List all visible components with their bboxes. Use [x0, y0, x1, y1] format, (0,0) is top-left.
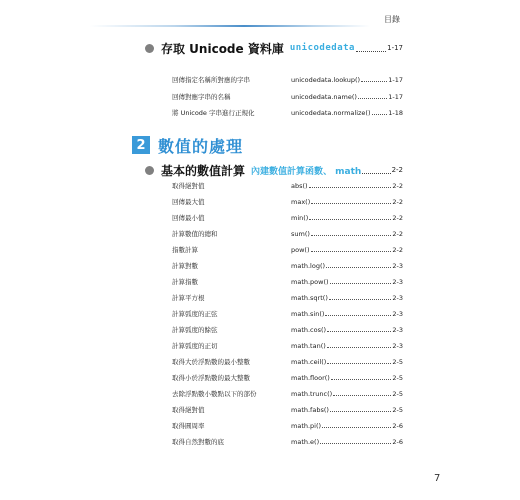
section-page: 2-2 [391, 166, 403, 174]
toc-entry[interactable] [172, 92, 403, 102]
entry-description: 回傳指定名稱所對應的字串 [172, 76, 250, 84]
entry-function: math.e() [291, 438, 320, 446]
toc-entry[interactable] [172, 373, 403, 383]
leader-dots [330, 283, 392, 284]
leader-dots [358, 98, 387, 99]
entry-function: pow() [291, 246, 310, 254]
entry-page: 2-5 [392, 374, 403, 382]
toc-entry[interactable] [172, 357, 403, 367]
running-header: 目錄 [384, 15, 400, 24]
entry-description: 取得絕對值 [172, 406, 205, 414]
chapter-heading[interactable] [132, 136, 243, 154]
entry-description: 取得大於浮點數的最小整數 [172, 358, 250, 366]
toc-entry[interactable] [172, 293, 403, 303]
leader-dots [311, 235, 391, 236]
toc-entry[interactable] [172, 405, 403, 415]
leader-dots [372, 114, 388, 115]
leader-dots [327, 347, 392, 348]
entry-function: math.sin() [291, 310, 325, 318]
entry-page: 2-2 [392, 246, 403, 254]
toc-entry[interactable] [172, 75, 403, 85]
entry-page: 1-18 [388, 109, 403, 117]
toc-entry[interactable] [172, 108, 403, 118]
section-heading-unicodedata[interactable] [145, 40, 403, 56]
section-subtitle: unicodedata [289, 43, 355, 53]
entry-function: min() [291, 214, 309, 222]
leader-dots [326, 267, 391, 268]
entry-function: math.fabs() [291, 406, 329, 414]
entry-function: max() [291, 198, 311, 206]
page-number: 7 [434, 473, 441, 484]
toc-entry[interactable] [172, 421, 403, 431]
toc-entry[interactable] [172, 309, 403, 319]
entry-description: 回傳對應字串的名稱 [172, 93, 231, 101]
toc-entry[interactable] [172, 261, 403, 271]
section-page: 1-17 [387, 44, 403, 52]
entry-function: math.trunc() [291, 390, 333, 398]
bullet-icon [145, 166, 154, 175]
leader-dots [362, 173, 390, 174]
entry-description: 將 Unicode 字串進行正規化 [172, 109, 255, 117]
leader-dots [330, 411, 391, 412]
toc-entry[interactable] [172, 245, 403, 255]
entry-page: 2-5 [392, 406, 403, 414]
entry-function: math.pow() [291, 278, 329, 286]
section-title: 基本的數值計算 [161, 163, 246, 178]
toc-entry[interactable] [172, 181, 403, 191]
leader-dots [320, 443, 391, 444]
toc-entry[interactable] [172, 197, 403, 207]
entry-function: math.log() [291, 262, 326, 270]
entry-description: 計算數值的總和 [172, 230, 218, 238]
leader-dots [311, 203, 391, 204]
toc-entry[interactable] [172, 389, 403, 399]
toc-entry[interactable] [172, 277, 403, 287]
entry-page: 2-2 [392, 182, 403, 190]
entry-function: math.ceil() [291, 358, 327, 366]
chapter-number-badge: 2 [132, 136, 150, 154]
entry-description: 取得絕對值 [172, 182, 205, 190]
entry-page: 2-2 [392, 198, 403, 206]
leader-dots [327, 331, 391, 332]
section-heading-math[interactable] [145, 162, 403, 178]
entry-description: 去除浮點數小數點以下的部份 [172, 390, 257, 398]
toc-entry[interactable] [172, 437, 403, 447]
entry-page: 2-5 [392, 358, 403, 366]
entry-description: 計算弧度的正切 [172, 342, 218, 350]
entry-description: 計算弧度的餘弦 [172, 326, 218, 334]
entry-function: math.cos() [291, 326, 327, 334]
toc-entry[interactable] [172, 229, 403, 239]
entry-description: 計算平方根 [172, 294, 205, 302]
entry-page: 2-3 [392, 310, 403, 318]
entry-page: 2-6 [392, 438, 403, 446]
entry-description: 取得自然對數的底 [172, 438, 224, 446]
entry-function: abs() [291, 182, 308, 190]
toc-entry[interactable] [172, 341, 403, 351]
entry-page: 2-6 [392, 422, 403, 430]
leader-dots [327, 363, 391, 364]
entry-page: 1-17 [388, 76, 403, 84]
leader-dots [361, 81, 387, 82]
entry-description: 取得圓周率 [172, 422, 205, 430]
entry-function: unicodedata.name() [291, 93, 357, 101]
chapter-title: 數值的處理 [158, 136, 244, 156]
leader-dots [309, 219, 391, 220]
entry-function: sum() [291, 230, 310, 238]
leader-dots [333, 395, 391, 396]
entry-page: 2-3 [392, 262, 403, 270]
entry-function: unicodedata.normalize() [291, 109, 371, 117]
entry-description: 計算弧度的正弦 [172, 310, 218, 318]
entry-page: 2-2 [392, 230, 403, 238]
toc-entry[interactable] [172, 325, 403, 335]
entry-function: math.floor() [291, 374, 330, 382]
entry-function: math.pi() [291, 422, 322, 430]
entry-page: 2-5 [392, 390, 403, 398]
entry-function: math.tan() [291, 342, 326, 350]
leader-dots [331, 379, 392, 380]
entry-description: 計算指數 [172, 278, 198, 286]
bullet-icon [145, 44, 154, 53]
leader-dots [325, 315, 391, 316]
leader-dots [329, 299, 392, 300]
leader-dots [311, 251, 392, 252]
leader-dots [356, 51, 386, 52]
leader-dots [309, 187, 392, 188]
entry-description: 計算對數 [172, 262, 198, 270]
leader-dots [322, 427, 391, 428]
entry-page: 2-3 [392, 326, 403, 334]
entry-page: 2-3 [392, 294, 403, 302]
entry-description: 回傳最小值 [172, 214, 205, 222]
entry-page: 1-17 [388, 93, 403, 101]
header-rule [90, 25, 370, 27]
entry-page: 2-3 [392, 342, 403, 350]
entry-page: 2-3 [392, 278, 403, 286]
entry-function: math.sqrt() [291, 294, 328, 302]
entry-page: 2-2 [392, 214, 403, 222]
toc-entry[interactable] [172, 213, 403, 223]
entry-description: 回傳最大值 [172, 198, 205, 206]
entry-description: 指數計算 [172, 246, 198, 254]
section-title: 存取 Unicode 資料庫 [161, 41, 284, 56]
entry-description: 取得小於浮點數的最大整數 [172, 374, 250, 382]
section-subtitle: 內建數值計算函數、 math [251, 166, 362, 177]
entry-function: unicodedata.lookup() [291, 76, 361, 84]
